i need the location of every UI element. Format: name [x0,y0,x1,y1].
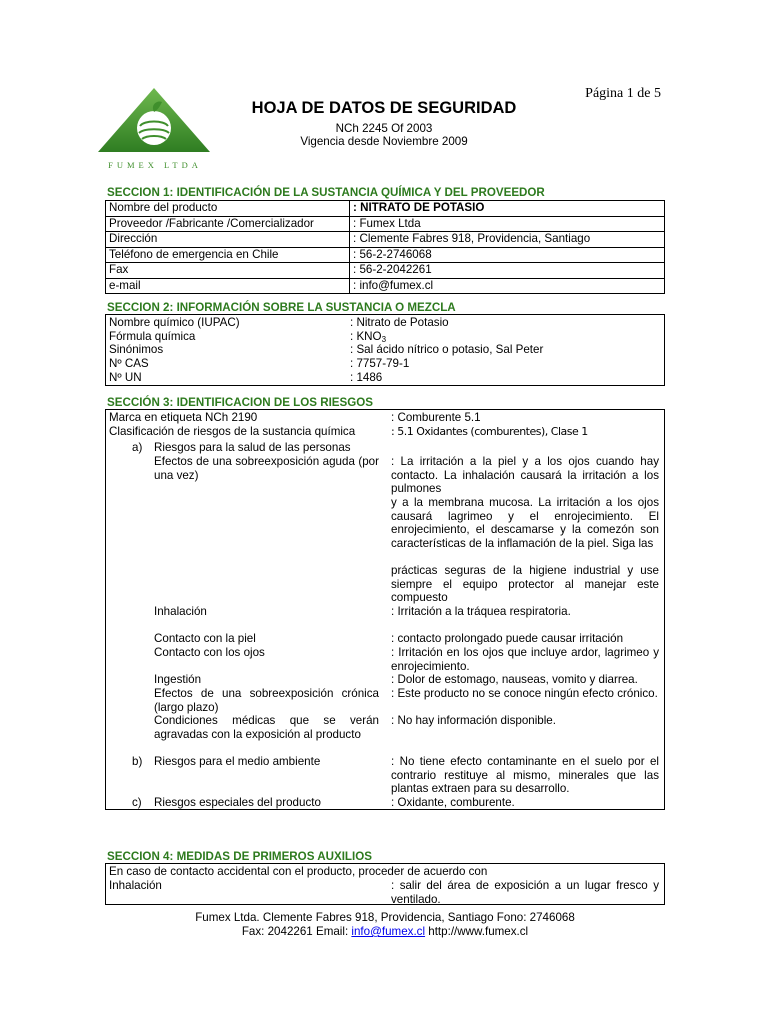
formula-value: : $KNO_3$ [350,330,387,344]
aguda-value-3: prácticas seguras de la higiene industrial y use siempre el equipo protector al manejar este compuesto [391,564,659,605]
marca-value: : Comburente 5.1 [391,411,481,424]
item-c-value: : Oxidante, comburente. [391,796,515,809]
footer-address: Fumex Ltda. Clemente Fabres 918, Providencia, Santiago Fono: 2746068 [195,911,575,924]
section2-heading: SECCION 2: INFORMACIÓN SOBRE LA SUSTANCIA O MEZCLA [107,301,456,314]
piel-value: : contacto prolongado puede causar irritación [391,632,624,645]
aguda-value-2: y a la membrana mucosa. La irritación a los ojos causará lagrimeo y el enrojecimiento. El enrojecimiento, el descamarse y la comezón son características de la inflamación de la piel. Siga las [391,496,659,550]
clasif-value: : 5.1 Oxidantes (comburentes), Clase 1 [391,425,588,438]
aguda-label: Efectos de una sobreexposición aguda (por una vez) [154,455,379,482]
item-b-letter: b) [132,755,143,768]
row-label: Proveedor /Fabricante /Comercializador [106,216,350,232]
ingestion-label: Ingestión [154,673,202,686]
section1-heading: SECCION 1: IDENTIFICACIÓN DE LA SUSTANCIA QUÍMICA Y DEL PROVEEDOR [107,186,545,199]
table-row [106,263,665,279]
cas-label: Nº CAS [109,357,149,370]
table-row [106,216,665,232]
row-value: : NITRATO DE POTASIO [350,201,665,217]
item-c-label: Riesgos especiales del producto [154,796,321,809]
piel-label: Contacto con la piel [154,632,256,645]
un-label: Nº UN [109,371,142,384]
row-label: Teléfono de emergencia en Chile [106,247,350,263]
footer-fax: Fax: 2042261 Email: [241,925,352,938]
section4-box [105,863,665,905]
item-c-letter: c) [132,796,142,809]
footer-contact [105,925,665,939]
footer-website: http://www.fumex.cl [425,925,529,938]
table-row [106,201,665,217]
cronica-value: : Este producto no se conoce ningún efecto crónico. [391,687,658,700]
item-a-label: Riesgos para la salud de las personas [154,441,351,454]
cronica-label: Efectos de una sobreexposición crónica (largo plazo) [154,687,379,714]
email-link[interactable]: info@fumex.cl [351,925,426,938]
row-value: : info@fumex.cl [350,278,665,294]
cas-value: : 7757-79-1 [350,357,410,370]
section2-box [105,314,665,386]
row-label: Nombre del producto [106,201,350,217]
marca-label: Marca en etiqueta NCh 2190 [109,411,258,424]
condiciones-label: Condiciones médicas que se verán agravadas con la exposición al producto [154,714,379,741]
ojos-value: : Irritación en los ojos que incluye ardor, lagrimeo y enrojecimiento. [391,646,659,673]
ingestion-value: : Dolor de estomago, nauseas, vomito y diarrea. [391,673,638,686]
table-row [106,247,665,263]
logo-text: FUMEX LTDA [108,160,202,170]
section3-box [105,409,665,810]
inhal-value: : Irritación a la tráquea respiratoria. [391,605,571,618]
section3-heading: SECCIÓN 3: IDENTIFICACION DE LOS RIESGOS [107,396,374,409]
fumex-logo [92,82,216,178]
synonyms-label: Sinónimos [109,343,164,356]
section4-heading: SECCION 4: MEDIDAS DE PRIMEROS AUXILIOS [107,850,372,863]
row-value: : 56-2-2042261 [350,263,665,279]
norm-reference: NCh 2245 Of 2003 [335,122,433,135]
row-label: e-mail [106,278,350,294]
row-value: : 56-2-2746068 [350,247,665,263]
ojos-label: Contacto con los ojos [154,646,265,659]
document-title: HOJA DE DATOS DE SEGURIDAD [251,99,517,117]
inhal-label: Inhalación [109,879,162,892]
iupac-label: Nombre químico (IUPAC) [109,316,240,329]
condiciones-value: : No hay información disponible. [391,714,556,727]
row-value: : Clemente Fabres 918, Providencia, Santiago [350,232,665,248]
section1-table [105,200,665,294]
item-b-value: : No tiene efecto contaminante en el suelo por el contrario restituye al mismo, minerales que las plantas extraen para su desarrollo. [391,755,659,796]
inhal-value: : salir del área de exposición a un lugar fresco y ventilado. [391,879,659,906]
iupac-value: : Nitrato de Potasio [350,316,449,329]
table-row [106,278,665,294]
table-row [106,232,665,248]
formula-label: Fórmula química [109,330,196,343]
aguda-value-1: : La irritación a la piel y a los ojos cuando hay contacto. La inhalación causará la irritación a los pulmones [391,455,659,496]
item-a-letter: a) [132,441,143,454]
clasif-label: Clasificación de riesgos de la sustancia química [109,425,356,438]
synonyms-value: : Sal ácido nítrico o potasio, Sal Peter [350,343,544,356]
validity-date: Vigencia desde Noviembre 2009 [300,135,468,148]
row-label: Dirección [106,232,350,248]
item-b-label: Riesgos para el medio ambiente [154,755,321,768]
intro-text: En caso de contacto accidental con el producto, proceder de acuerdo con [109,865,488,878]
inhal-label: Inhalación [154,605,207,618]
row-value: : Fumex Ltda [350,216,665,232]
un-value: : 1486 [350,371,383,384]
row-label: Fax [106,263,350,279]
page-number: Página 1 de 5 [585,86,661,101]
